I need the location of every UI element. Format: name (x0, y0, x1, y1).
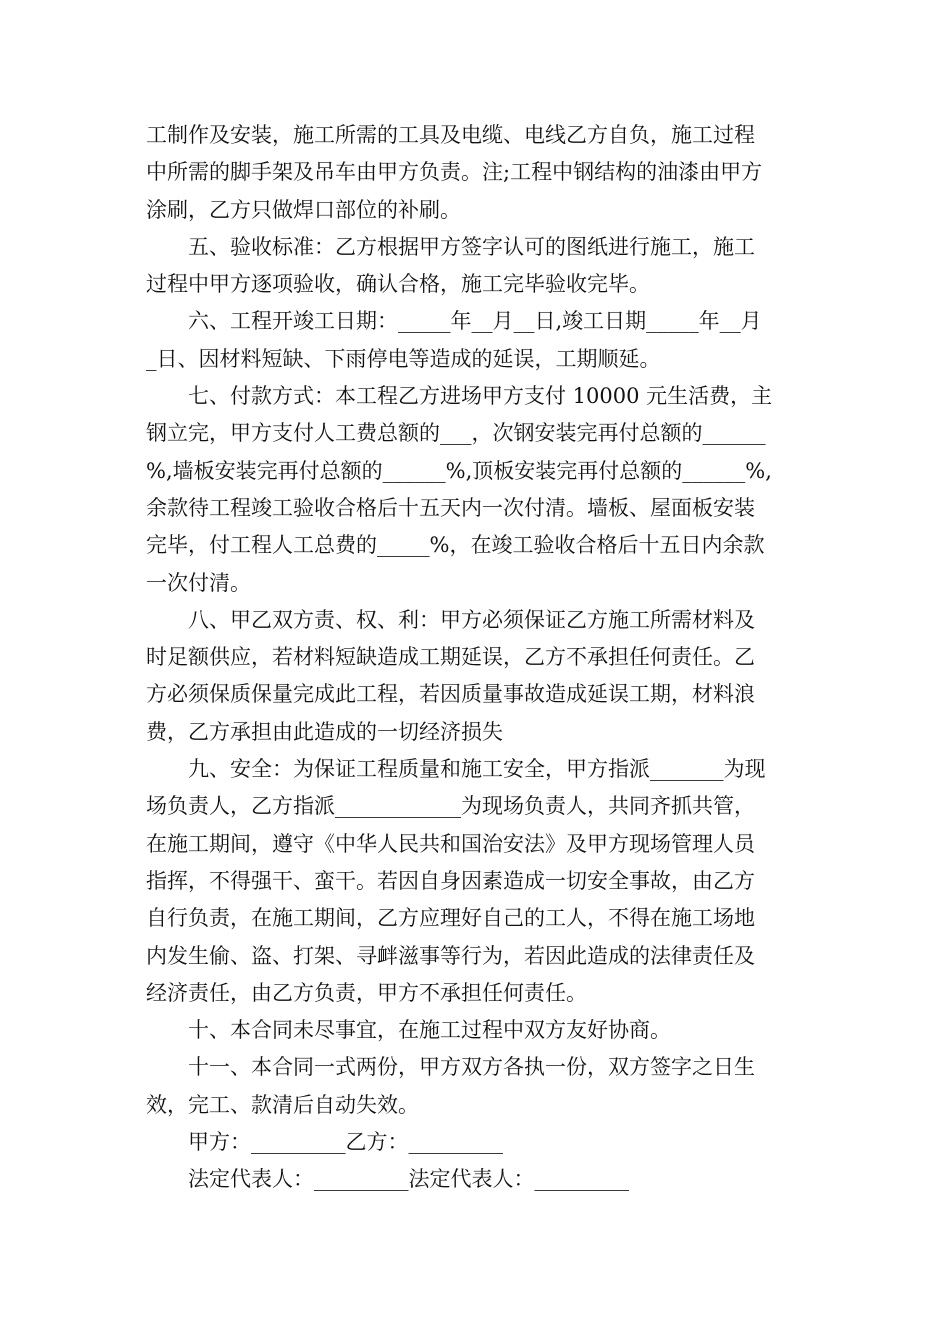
text-line: 经济责任，由乙方负责，甲方不承担任何责任。 (146, 980, 587, 1005)
paragraph-schedule (146, 303, 810, 378)
text-line: 涂刷，乙方只做焊口部位的补刷。 (146, 197, 461, 222)
text-line: 九、安全：为保证工程质量和施工安全，甲方指派_______为现 (188, 757, 766, 782)
text-line: 过程中甲方逐项验收，确认合格，施工完毕验收完毕。 (146, 272, 650, 297)
text-line: 五、验收标准：乙方根据甲方签字认可的图纸进行施工，施工 (188, 234, 755, 259)
paragraph-payment-terms (146, 378, 810, 602)
text-line: 方必须保质保量完成此工程，若因质量事故造成延误工期，材料浪 (146, 682, 755, 707)
text-line: 时足额供应，若材料短缺造成工期延误，乙方不承担任何责任。乙 (146, 645, 755, 670)
text-line: 余款待工程竣工验收合格后十五天内一次付清。墙板、屋面板安装 (146, 495, 755, 520)
text-line: 甲方：_________乙方：_________ (188, 1130, 503, 1155)
text-line: 钢立完，甲方支付人工费总额的___，次钢安装完再付总额的______ (146, 421, 766, 446)
text-line: %,墙板安装完再付总额的______%,顶板安装完再付总额的______%, (146, 458, 772, 483)
text-line: 十、本合同未尽事宜，在施工过程中双方友好协商。 (188, 1018, 671, 1043)
text-line: 场负责人，乙方指派____________为现场负责人，共同齐抓共管， (146, 794, 755, 819)
paragraph-intro (146, 117, 810, 229)
paragraph-miscellaneous (146, 1012, 810, 1049)
text-line: 在施工期间，遵守《中华人民共和国治安法》及甲方现场管理人员 (146, 831, 755, 856)
paragraph-copies (146, 1049, 810, 1124)
text-line: 法定代表人：_________法定代表人：_________ (188, 1167, 629, 1192)
text-line: 内发生偷、盗、打架、寻衅滋事等行为，若因此造成的法律责任及 (146, 943, 755, 968)
text-line: 工制作及安装，施工所需的工具及电缆、电线乙方自负，施工过程 (146, 123, 755, 147)
text-line: 完毕，付工程人工总费的_____%，在竣工验收合格后十五日内余款 (146, 533, 765, 558)
text-line: 指挥，不得强干、蛮干。若因自身因素造成一切安全事故，由乙方 (146, 868, 755, 893)
text-line: 中所需的脚手架及吊车由甲方负责。注;工程中钢结构的油漆由甲方 (146, 160, 763, 185)
text-line: 费，乙方承担由此造成的一切经济损失 (146, 719, 503, 744)
text-line: _日、因材料短缺、下雨停电等造成的延误，工期顺延。 (146, 346, 661, 371)
document-page (146, 117, 810, 1199)
text-line: 十一、本合同一式两份，甲方双方各执一份，双方签字之日生 (188, 1055, 755, 1080)
signature-representatives (146, 1161, 810, 1198)
paragraph-acceptance-standard (146, 229, 810, 304)
text-line: 六、工程开竣工日期：_____年__月__日,竣工日期_____年__月 (188, 309, 762, 334)
text-line: 效，完工、款清后自动失效。 (146, 1092, 419, 1117)
paragraph-rights-duties (146, 602, 810, 751)
text-line: 自行负责，在施工期间，乙方应理好自己的工人，不得在施工场地 (146, 906, 755, 931)
text-line: 八、甲乙双方责、权、利：甲方必须保证乙方施工所需材料及 (188, 607, 755, 632)
text-line: 一次付清。 (146, 570, 251, 595)
text-line: 七、付款方式：本工程乙方进场甲方支付 10000 元生活费，主 (188, 384, 773, 409)
paragraph-safety (146, 751, 810, 1012)
signature-parties (146, 1124, 810, 1161)
